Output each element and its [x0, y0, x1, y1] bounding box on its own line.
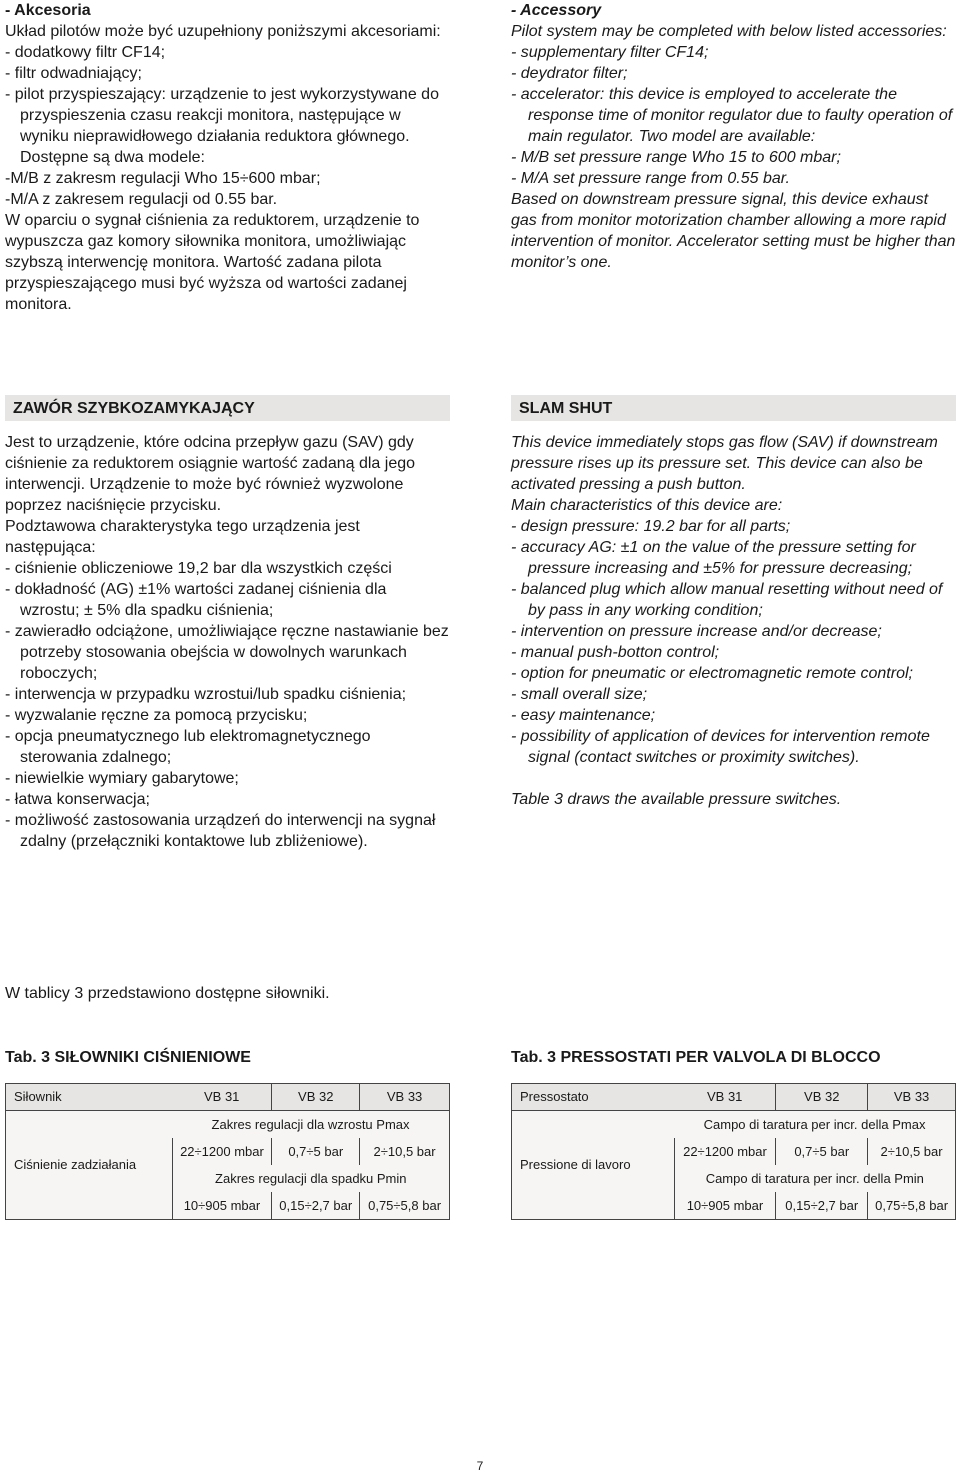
slam-shut-pl-item: - dokładność (AG) ±1% wartości zadanej ciśnienia dla wzrostu; ± 5% dla spadku ciśnienia; [5, 581, 387, 619]
accessories-en-intro: Pilot system may be completed with below listed accessories: [511, 23, 947, 40]
table-row-label: Pressione di lavoro [512, 1111, 675, 1220]
table-header-row [512, 1084, 956, 1111]
table-cell: 0,75÷5,8 bar [360, 1192, 450, 1220]
slam-shut-pl-item: - łatwa konserwacja; [5, 791, 150, 808]
table-cell: 0,7÷5 bar [776, 1138, 868, 1165]
table-cell: 22÷1200 mbar [674, 1138, 776, 1165]
slam-shut-en-item: - accuracy AG: ±1 on the value of the pressure setting for pressure increasing and ±5% for pressure decreasing; [511, 539, 916, 577]
slam-shut-en-item: - balanced plug which allow manual resetting without need of by pass in any working condition; [511, 581, 943, 619]
table-header-cell: VB 31 [674, 1084, 776, 1111]
slam-shut-en-item: - manual push-botton control; [511, 644, 720, 661]
table-subheader: Zakres regulacji dla spadku Pmin [172, 1165, 449, 1192]
accessories-pl-item: - dodatkowy filtr CF14; [5, 44, 166, 61]
accessories-en-title: - Accessory [511, 2, 602, 19]
accessories-en-item: - deydrator filter; [511, 65, 628, 82]
table-header-cell: VB 33 [868, 1084, 956, 1111]
slam-shut-pl-item: - opcja pneumatycznego lub elektromagnetycznego sterowania zdalnego; [5, 728, 371, 766]
accessories-pl-item: - pilot przyspieszający: urządzenie to jest wykorzystywane do przyspieszenia czasu reakcji monitora, następujące w wyniku nieprawidłowego działania reduktora głównego. Dostępne są dwa modele: [5, 86, 439, 166]
slam-shut-en-item: - possibility of application of devices for intervention remote signal (contact switches or proximity switches). [511, 728, 930, 766]
slam-shut-en [511, 432, 956, 810]
table-header-cell: VB 31 [172, 1084, 272, 1111]
table-cell: 0,15÷2,7 bar [272, 1192, 360, 1220]
table-header-cell: VB 32 [272, 1084, 360, 1111]
accessories-pl-model: -M/B z zakresm regulacji Who 15÷600 mbar; [5, 170, 321, 187]
table-subheader: Zakres regulacji dla wzrostu Pmax [172, 1111, 449, 1139]
accessories-en-description: Based on downstream pressure signal, this device exhaust gas from monitor motorization chamber allowing a more rapid intervention of monitor. Accelerator setting must be higher than monitor’s one. [511, 191, 956, 271]
accessories-en-item: - M/B set pressure range Who 15 to 600 mbar; [511, 149, 841, 166]
accessories-en-item: - accelerator: this device is employed to accelerate the response time of monitor regulator due to faulty operation of main regulator. Two model are available: [511, 86, 953, 145]
table-subheader: Campo di taratura per incr. della Pmin [674, 1165, 955, 1192]
slam-shut-pl-item: - ciśnienie obliczeniowe 19,2 bar dla wszystkich części [5, 560, 392, 577]
accessories-pl-item: - filtr odwadniający; [5, 65, 142, 82]
slam-shut-pl-intro2: Podztawowa charakterystyka tego urządzenia jest następująca: [5, 518, 360, 556]
accessories-en-item: - supplementary filter CF14; [511, 44, 709, 61]
accessories-pl-description: W oparciu o sygnał ciśnienia za reduktorem, urządzenie to wypuszcza gaz komory siłownika monitora, umożliwiając szybszą interwencję monitora. Wartość zadana pilota przyspieszającego musi być wyższa od wartości zadanej monitora. [5, 212, 420, 313]
slam-shut-pl-intro: Jest to urządzenie, które odcina przepływ gazu (SAV) gdy ciśnienie za reduktorem osiągnie wartość zadaną dla jego interwencji. Urządzenie to może być również wyzwolone poprzez naciśnięcie przycisku. [5, 434, 416, 514]
table-cell: 0,7÷5 bar [272, 1138, 360, 1165]
table-header-cell: Siłownik [6, 1084, 173, 1111]
table-title-pl: Tab. 3 SIŁOWNIKI CIŚNIENIOWE [5, 1049, 251, 1066]
table-cell: 10÷905 mbar [674, 1192, 776, 1220]
table-cell: 0,75÷5,8 bar [868, 1192, 956, 1220]
slam-shut-pl-item: - niewielkie wymiary gabarytowe; [5, 770, 239, 787]
table-cell: 10÷905 mbar [172, 1192, 272, 1220]
slam-shut-pl [5, 432, 450, 852]
table-cell: 0,15÷2,7 bar [776, 1192, 868, 1220]
section-heading-en: SLAM SHUT [511, 395, 956, 421]
slam-shut-en-item: - option for pneumatic or electromagnetic remote control; [511, 665, 913, 682]
accessories-pl [5, 0, 450, 315]
slam-shut-en-item: - easy maintenance; [511, 707, 656, 724]
table-title-it: Tab. 3 PRESSOSTATI PER VALVOLA DI BLOCCO [511, 1049, 881, 1066]
slam-shut-en-item: - design pressure: 19.2 bar for all parts; [511, 518, 791, 535]
table-header-cell: Pressostato [512, 1084, 675, 1111]
page-number: 7 [476, 1459, 484, 1473]
slam-shut-en-item: - small overall size; [511, 686, 648, 703]
accessories-pl-intro: Układ pilotów może być uzupełniony poniższymi akcesoriami: [5, 23, 441, 40]
slam-shut-en-footer: Table 3 draws the available pressure switches. [511, 791, 842, 808]
table-header-row [6, 1084, 450, 1111]
accessories-en-item: - M/A set pressure range from 0.55 bar. [511, 170, 790, 187]
slam-shut-pl-item: - zawieradło odciążone, umożliwiające ręczne nastawianie bez potrzeby stosowania obejścia w dowolnych warunkach roboczych; [5, 623, 449, 682]
table-subheader: Campo di taratura per incr. della Pmax [674, 1111, 955, 1139]
pressure-switch-table-it [511, 1083, 956, 1220]
accessories-en [511, 0, 956, 273]
slam-shut-pl-item: - wyzwalanie ręczne za pomocą przycisku; [5, 707, 308, 724]
table-cell: 22÷1200 mbar [172, 1138, 272, 1165]
slam-shut-en-intro: This device immediately stops gas flow (SAV) if downstream pressure rises up its pressure set. This device can also be activated pressing a push button. [511, 434, 938, 493]
table-cell: 2÷10,5 bar [360, 1138, 450, 1165]
slam-shut-pl-item: - interwencja w przypadku wzrostui/lub spadku ciśnienia; [5, 686, 407, 703]
slam-shut-pl-footer: W tablicy 3 przedstawiono dostępne siłowniki. [5, 985, 330, 1002]
slam-shut-en-item: - intervention on pressure increase and/or decrease; [511, 623, 882, 640]
accessories-pl-title: - Akcesoria [5, 2, 91, 19]
table-row-label: Ciśnienie zadziałania [6, 1111, 173, 1220]
slam-shut-pl-item: - możliwość zastosowania urządzeń do interwencji na sygnał zdalny (przełączniki kontaktowe lub zbliżeniowe). [5, 812, 436, 850]
actuator-table-pl [5, 1083, 450, 1220]
section-heading-pl: ZAWÓR SZYBKOZAMYKAJĄCY [5, 395, 450, 421]
accessories-pl-model: -M/A z zakresem regulacji od 0.55 bar. [5, 191, 278, 208]
table-header-cell: VB 32 [776, 1084, 868, 1111]
table-cell: 2÷10,5 bar [868, 1138, 956, 1165]
slam-shut-en-intro2: Main characteristics of this device are: [511, 497, 783, 514]
table-header-cell: VB 33 [360, 1084, 450, 1111]
